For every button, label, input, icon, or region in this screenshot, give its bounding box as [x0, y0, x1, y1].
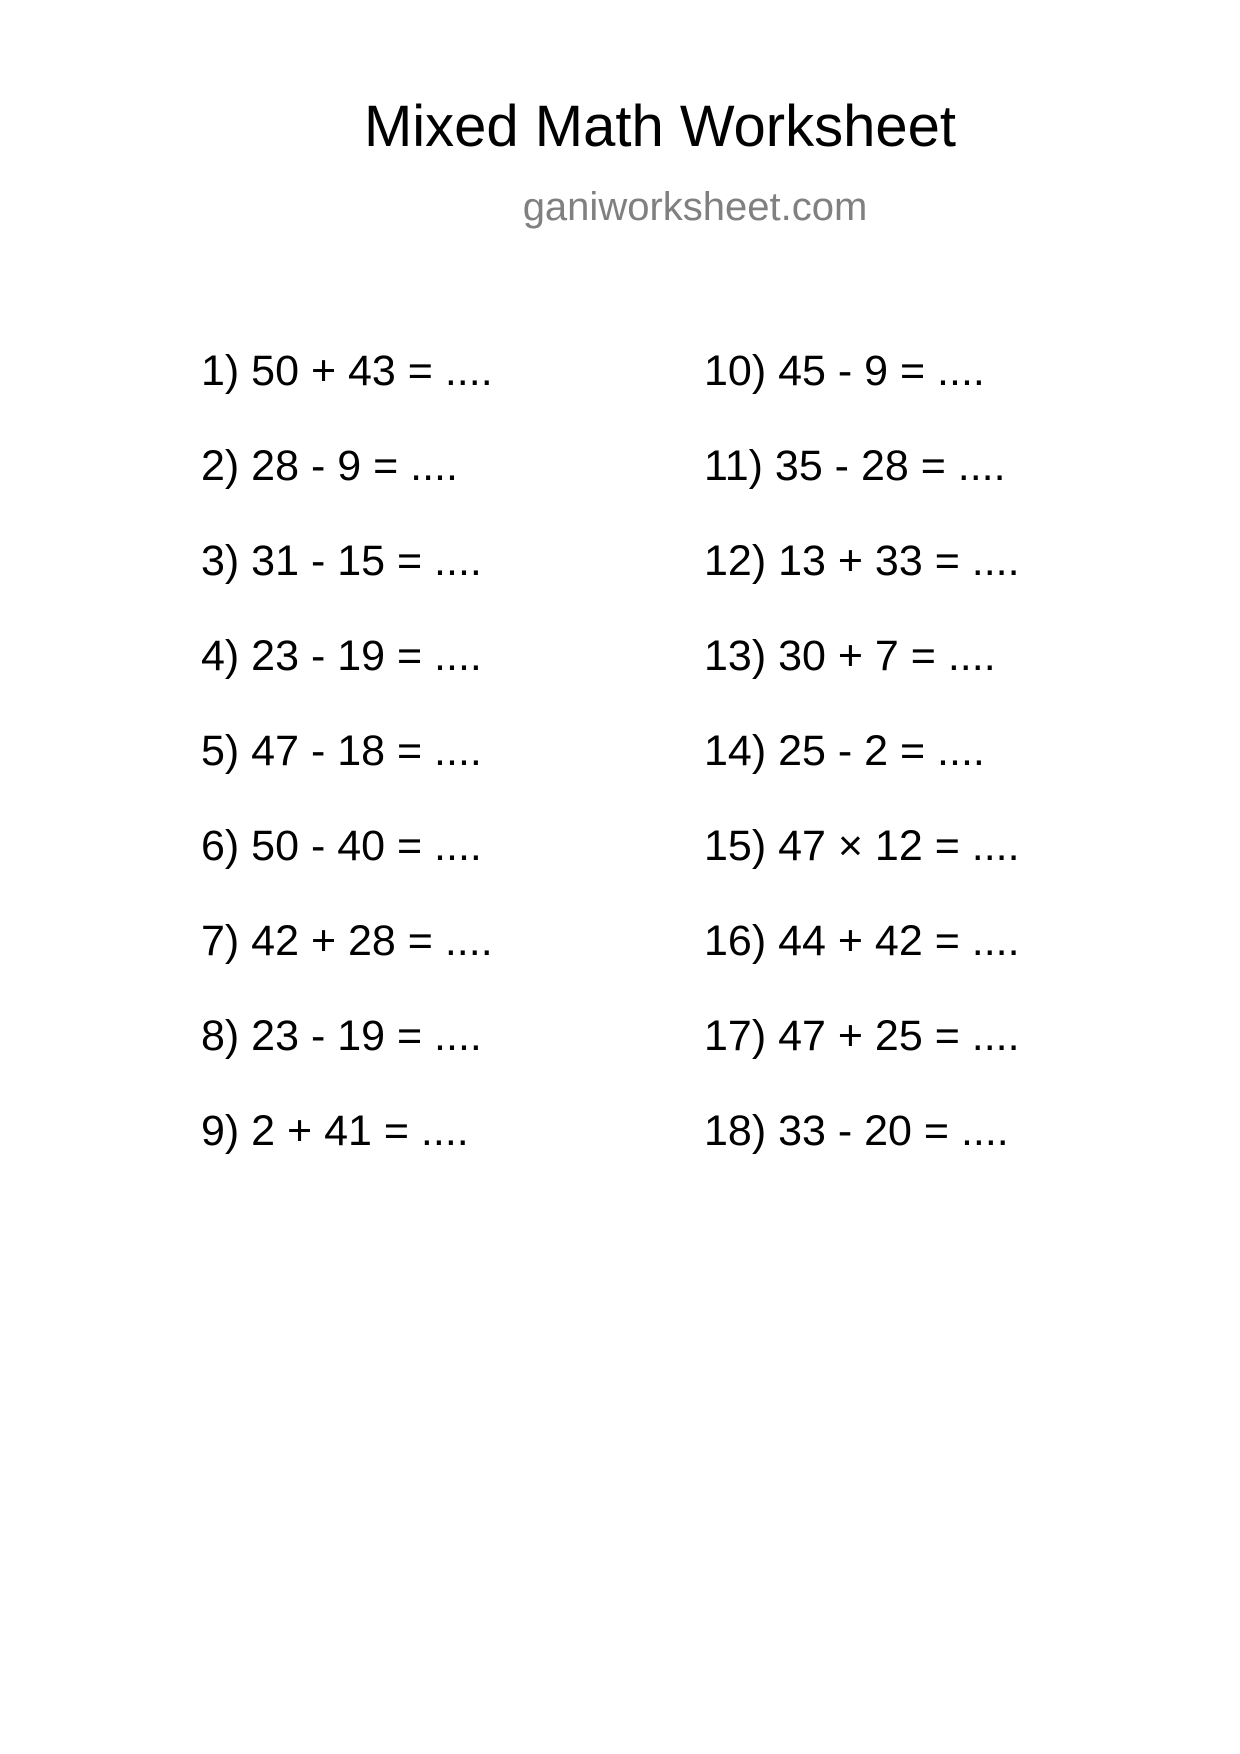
- problem-item: 1) 50 + 43 = ....: [201, 347, 493, 395]
- problem-item: 15) 47 × 12 = ....: [704, 822, 1020, 870]
- problem-item: 17) 47 + 25 = ....: [704, 1012, 1020, 1060]
- worksheet-title: Mixed Math Worksheet: [363, 94, 957, 159]
- problem-item: 9) 2 + 41 = ....: [201, 1107, 469, 1155]
- problem-item: 3) 31 - 15 = ....: [201, 537, 482, 585]
- problem-column-right: [704, 347, 1020, 1205]
- problem-item: 2) 28 - 9 = ....: [201, 442, 458, 490]
- problem-item: 7) 42 + 28 = ....: [201, 917, 493, 965]
- problem-item: 14) 25 - 2 = ....: [704, 727, 985, 775]
- site-url: ganiworksheet.com: [522, 185, 868, 229]
- problem-item: 8) 23 - 19 = ....: [201, 1012, 482, 1060]
- problem-item: 10) 45 - 9 = ....: [704, 347, 985, 395]
- problem-item: 13) 30 + 7 = ....: [704, 632, 996, 680]
- problem-item: 5) 47 - 18 = ....: [201, 727, 482, 775]
- problem-item: 18) 33 - 20 = ....: [704, 1107, 1009, 1155]
- problem-item: 4) 23 - 19 = ....: [201, 632, 482, 680]
- problem-column-left: [201, 347, 493, 1205]
- problem-item: 11) 35 - 28 = ....: [704, 442, 1006, 490]
- problem-item: 12) 13 + 33 = ....: [704, 537, 1020, 585]
- problem-item: 6) 50 - 40 = ....: [201, 822, 482, 870]
- problem-item: 16) 44 + 42 = ....: [704, 917, 1020, 965]
